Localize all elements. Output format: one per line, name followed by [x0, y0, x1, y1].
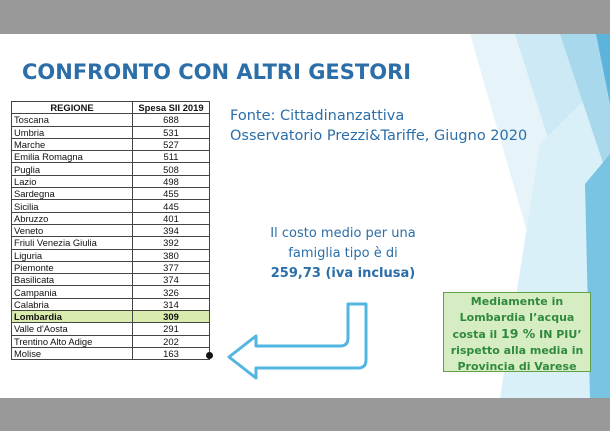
table-row: [12, 126, 210, 138]
region-cell: Sicilia: [12, 200, 133, 212]
spending-cell: 527: [133, 138, 210, 150]
table-row: [12, 261, 210, 273]
spending-table: [11, 101, 210, 360]
region-cell: Friuli Venezia Giulia: [12, 237, 133, 249]
note-percentage: 19 %: [501, 326, 536, 341]
table-row: [12, 298, 210, 310]
spending-cell: 455: [133, 188, 210, 200]
spending-cell: 498: [133, 175, 210, 187]
region-cell: Toscana: [12, 114, 133, 126]
table-row: [12, 163, 210, 175]
table-row: [12, 151, 210, 163]
table-row: [12, 323, 210, 335]
spending-cell: 309: [133, 311, 210, 323]
spending-cell: 511: [133, 151, 210, 163]
bullet-dot: [206, 352, 213, 359]
spending-cell: 163: [133, 347, 210, 359]
table-row: [12, 188, 210, 200]
table-row: [12, 212, 210, 224]
page-title: CONFRONTO CON ALTRI GESTORI: [22, 60, 412, 84]
column-header-spending: Spesa SII 2019: [133, 102, 210, 114]
spending-cell: 326: [133, 286, 210, 298]
note-line-3: [444, 326, 590, 343]
spending-cell: 374: [133, 274, 210, 286]
table-row: [12, 347, 210, 359]
spending-cell: 394: [133, 224, 210, 236]
spending-cell: 392: [133, 237, 210, 249]
region-cell: Valle d'Aosta: [12, 323, 133, 335]
table-row: [12, 335, 210, 347]
source-line-1: Fonte: Cittadinanzattiva: [230, 108, 405, 124]
average-cost-text: [258, 224, 428, 284]
note-line-3-suffix: IN PIU’: [535, 328, 582, 341]
table-row: [12, 200, 210, 212]
region-cell: Liguria: [12, 249, 133, 261]
spending-cell: 531: [133, 126, 210, 138]
region-cell: Basilicata: [12, 274, 133, 286]
comparison-note-box: [443, 292, 591, 372]
region-cell: Lombardia: [12, 311, 133, 323]
spending-cell: 445: [133, 200, 210, 212]
region-cell: Sardegna: [12, 188, 133, 200]
region-cell: Lazio: [12, 175, 133, 187]
table-row: [12, 138, 210, 150]
spending-cell: 314: [133, 298, 210, 310]
region-cell: Veneto: [12, 224, 133, 236]
source-text: [230, 106, 527, 146]
spending-cell: 401: [133, 212, 210, 224]
note-line-4: rispetto alla media in: [450, 344, 584, 357]
table-row: [12, 274, 210, 286]
region-cell: Trentino Alto Adige: [12, 335, 133, 347]
table-row: [12, 175, 210, 187]
average-line-1: Il costo medio per una: [270, 226, 416, 241]
slide: [0, 34, 610, 398]
average-line-2: famiglia tipo è di: [288, 246, 398, 261]
note-line-2: Lombardia l’acqua: [459, 311, 575, 324]
region-cell: Abruzzo: [12, 212, 133, 224]
spending-cell: 380: [133, 249, 210, 261]
table-row: [12, 237, 210, 249]
spending-cell: 377: [133, 261, 210, 273]
table-row: [12, 114, 210, 126]
curved-arrow-left-icon: [226, 302, 371, 382]
note-line-5: Provincia di Varese: [457, 360, 577, 373]
region-cell: Calabria: [12, 298, 133, 310]
note-line-1: Mediamente in: [470, 295, 564, 308]
source-line-2: Osservatorio Prezzi&Tariffe, Giugno 2020: [230, 128, 528, 144]
table-body: [12, 114, 210, 360]
region-cell: Emilia Romagna: [12, 151, 133, 163]
region-cell: Marche: [12, 138, 133, 150]
note-line-3-prefix: costa il: [452, 328, 501, 341]
region-cell: Molise: [12, 347, 133, 359]
spending-cell: 688: [133, 114, 210, 126]
average-line-3: 259,73 (iva inclusa): [270, 266, 416, 281]
region-cell: Piemonte: [12, 261, 133, 273]
table-row: [12, 311, 210, 323]
spending-cell: 202: [133, 335, 210, 347]
table-header-row: [12, 102, 210, 114]
region-cell: Campania: [12, 286, 133, 298]
column-header-region: REGIONE: [12, 102, 133, 114]
region-cell: Umbria: [12, 126, 133, 138]
table-row: [12, 224, 210, 236]
spending-cell: 291: [133, 323, 210, 335]
table-row: [12, 286, 210, 298]
region-cell: Puglia: [12, 163, 133, 175]
table-row: [12, 249, 210, 261]
spending-cell: 508: [133, 163, 210, 175]
